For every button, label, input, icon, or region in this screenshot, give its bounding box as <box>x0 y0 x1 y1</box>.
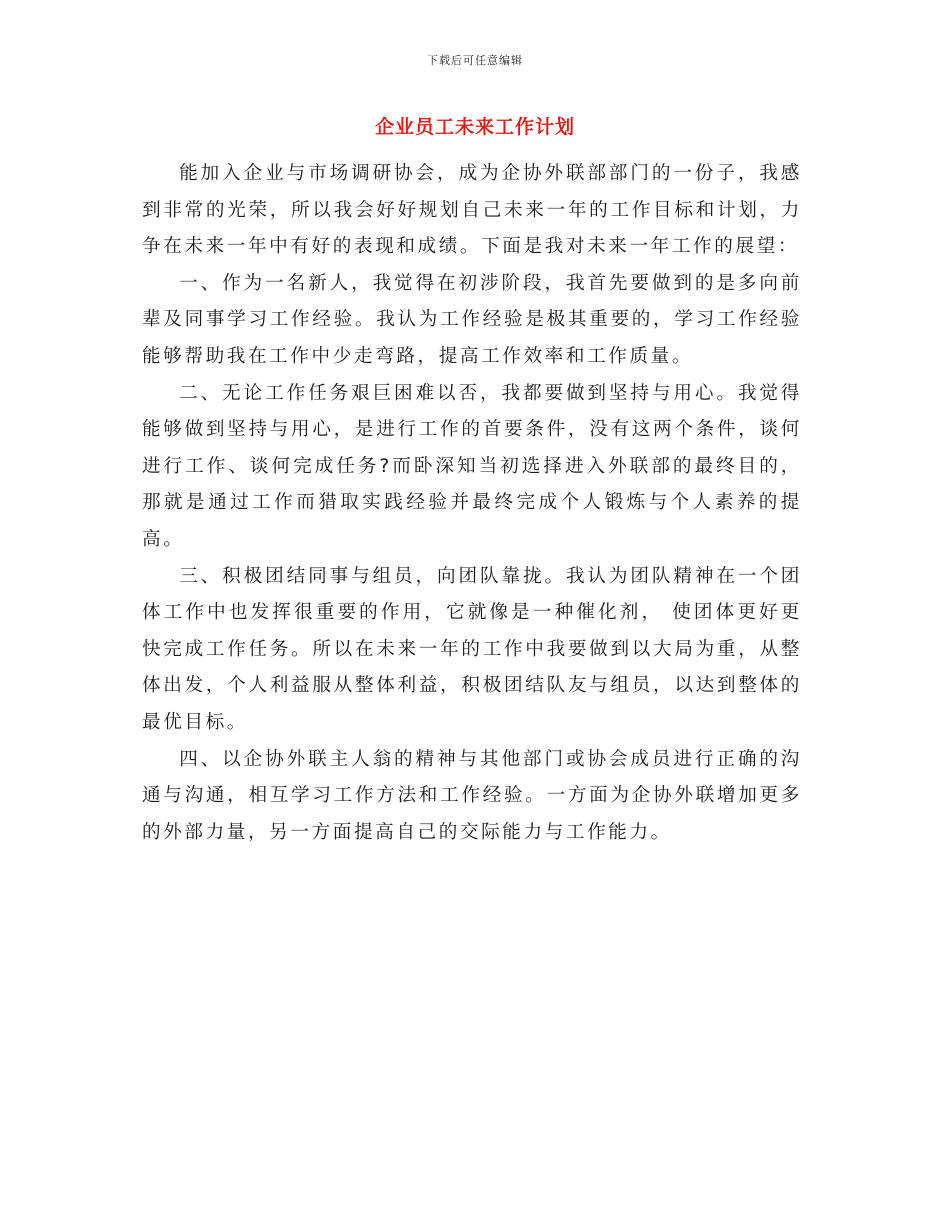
paragraph-point-4: 四、以企协外联主人翁的精神与其他部门或协会成员进行正确的沟通与沟通，相互学习工作方法和工作经验。一方面为企协外联增加更多的外部力量，另一方面提高自己的交际能力与工作能力。 <box>142 748 802 843</box>
paragraph-intro: 能加入企业与市场调研协会，成为企协外联部部门的一份子，我感到非常的光荣，所以我会好好规划自己未来一年的工作目标和计划，力争在未来一年中有好的表现和成绩。下面是我对未来一年工作的展望： <box>142 163 802 258</box>
document-title: 企业员工未来工作计划 <box>374 116 575 138</box>
paragraph-point-1: 一、作为一名新人，我觉得在初涉阶段，我首先要做到的是多向前辈及同事学习工作经验。我认为工作经验是极其重要的，学习工作经验能够帮助我在工作中少走弯路，提高工作效率和工作质量。 <box>142 272 802 367</box>
document-body <box>142 156 802 851</box>
paragraph-point-2: 二、无论工作任务艰巨困难以否，我都要做到坚持与用心。我觉得能够做到坚持与用心，是进行工作的首要条件，没有这两个条件，谈何进行工作、谈何完成任务?而卧深知当初选择进入外联部的最终目的，那就是通过工作而猎取实践经验并最终完成个人锻炼与个人素养的提高。 <box>142 382 802 550</box>
paragraph-point-3: 三、积极团结同事与组员，向团队靠拢。我认为团队精神在一个团体工作中也发挥很重要的作用，它就像是一种催化剂， 使团体更好更快完成工作任务。所以在未来一年的工作中我要做到以大局为重，从整体出发，个人利益服从整体利益，积极团结队友与组员，以达到整体的最优目标。 <box>142 565 802 733</box>
header-note: 下载后可任意编辑 <box>427 54 523 67</box>
